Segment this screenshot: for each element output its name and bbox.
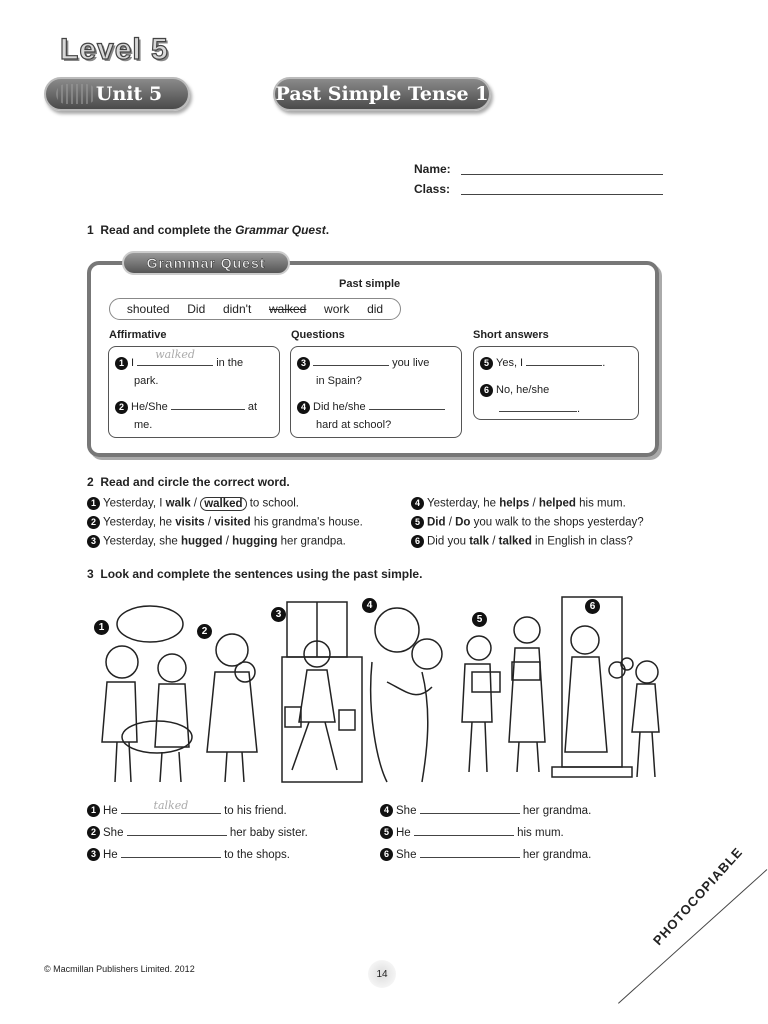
ex2-pre: Yesterday, she (103, 535, 181, 548)
unit-badge (44, 77, 190, 111)
picture-number: 6 (585, 599, 600, 614)
aff1-line2: park. (134, 375, 159, 387)
item-number: 6 (480, 384, 493, 397)
questions-box (290, 346, 462, 438)
page-number: 14 (368, 960, 396, 988)
badge-stripes (56, 84, 96, 104)
item-number: 4 (297, 401, 310, 414)
q4-answer-field[interactable] (369, 397, 445, 410)
ex2-option-a[interactable]: Did (427, 516, 446, 529)
item-number: 2 (87, 516, 100, 529)
ex2-item (411, 535, 633, 548)
ex3-pre: He (103, 805, 118, 817)
ex1-instruction (87, 223, 329, 237)
ex3-pre: She (103, 827, 124, 839)
item-number: 6 (380, 848, 393, 861)
affirmative-box (108, 346, 280, 438)
ex3-post: her grandma. (522, 805, 592, 817)
item-number: 5 (480, 357, 493, 370)
ex3-item (87, 845, 290, 861)
ex1-number: 1 (87, 223, 94, 237)
picture-number: 3 (271, 607, 286, 622)
item-number: 1 (115, 357, 128, 370)
ex2-sep: / (445, 516, 456, 529)
ex2-pre: Yesterday, I (103, 497, 166, 510)
s5-post: . (602, 357, 606, 369)
copyright: © Macmillan Publishers Limited. 2012 (44, 964, 195, 974)
name-label: Name: (414, 162, 451, 176)
topic-label: Past Simple Tense 1 (275, 83, 489, 105)
ex3-item (87, 823, 308, 839)
q3-post: you live (392, 357, 430, 369)
aff2-post: at (247, 401, 258, 413)
ex2-item (411, 497, 626, 510)
item-number: 5 (411, 516, 424, 529)
s6-post: . (577, 403, 581, 415)
photocopiable-label: PHOTOCOPIABLE (650, 844, 746, 949)
topic-badge (273, 77, 491, 111)
ex2-pre: Yesterday, he (103, 516, 176, 529)
aff2-line2: me. (134, 419, 153, 431)
grammar-quest-subtitle: Past simple (339, 278, 401, 290)
ex3-answer: talked (153, 799, 189, 812)
word-bank-item: shouted (126, 302, 170, 316)
ex3-post: her grandma. (522, 849, 592, 861)
ex2-item (87, 535, 346, 548)
item-number: 4 (411, 497, 424, 510)
ex2-pre: Yesterday, he (427, 497, 500, 510)
ex2-post: to school. (246, 497, 299, 510)
ex2-post: his grandma's house. (250, 516, 363, 529)
illustration-strip (87, 592, 665, 790)
q4-line2: hard at school? (316, 419, 392, 431)
ex2-sep: / (222, 535, 233, 548)
item-number: 6 (411, 535, 424, 548)
s5-pre: Yes, I (496, 357, 524, 369)
picture-number: 4 (362, 598, 377, 613)
name-field[interactable] (461, 173, 663, 175)
aff1-answer: walked (155, 348, 195, 361)
ex2-option-a[interactable]: visits (175, 516, 205, 529)
word-bank-item: work (324, 302, 350, 316)
ex3-number: 3 (87, 567, 94, 581)
item-number: 2 (87, 826, 100, 839)
ex2-option-a[interactable]: helps (499, 497, 530, 510)
picture-number: 2 (197, 624, 212, 639)
ex2-sep: / (489, 535, 499, 548)
ex3-item (380, 801, 591, 817)
ex3-pre: He (103, 849, 118, 861)
s6-answer-field[interactable] (499, 399, 577, 412)
grammar-quest-tab: Grammar Quest (122, 251, 290, 275)
item-number: 2 (115, 401, 128, 414)
speech-bubble-icon (117, 606, 183, 642)
ex2-pre: Did you (427, 535, 470, 548)
ex2-instruction-text: Read and circle the correct word. (100, 475, 290, 489)
ex2-post: you walk to the shops yesterday? (470, 516, 644, 529)
illustration-drawing (87, 592, 665, 790)
ex2-number: 2 (87, 475, 94, 489)
word-bank-item: did (367, 302, 384, 316)
item-number: 5 (380, 826, 393, 839)
ex1-instruction-pre: Read and complete the (100, 223, 236, 237)
picture-number: 5 (472, 612, 487, 627)
ex3-post: to the shops. (224, 849, 290, 861)
item-number: 3 (297, 357, 310, 370)
short-answers-box (473, 346, 639, 420)
aff1-answer-field[interactable] (137, 348, 213, 366)
item-number: 3 (87, 848, 100, 861)
aff1-pre: I (131, 357, 135, 369)
ex3-answer-field[interactable] (127, 823, 227, 836)
aff2-answer-field[interactable] (171, 397, 245, 410)
ex3-answer-field[interactable] (420, 845, 520, 858)
col-affirmative: Affirmative (109, 329, 167, 341)
aff1-post: in the (216, 357, 244, 369)
class-label: Class: (414, 182, 451, 196)
item-number: 4 (380, 804, 393, 817)
ex2-sep: / (190, 497, 201, 510)
aff2-pre: He/She (131, 401, 168, 413)
class-field[interactable] (461, 193, 663, 195)
ex2-option-a[interactable]: talk (469, 535, 490, 548)
s5-answer-field[interactable] (526, 353, 602, 366)
ex1-instruction-em: Grammar Quest (235, 223, 326, 237)
q3-line2: in Spain? (316, 375, 362, 387)
ex3-instruction (87, 567, 422, 581)
ex3-post: to his friend. (224, 805, 287, 817)
word-bank-item-used: walked (268, 302, 307, 316)
col-short-answers: Short answers (473, 329, 549, 341)
item-number: 1 (87, 497, 100, 510)
ex3-item (87, 801, 287, 817)
ex2-option-b[interactable]: helped (538, 497, 576, 510)
ex2-item (411, 516, 644, 529)
ex2-post: her grandpa. (277, 535, 346, 548)
q3-answer-field[interactable] (313, 353, 389, 366)
ex2-option-b[interactable]: talked (498, 535, 532, 548)
ex2-option-a[interactable]: walk (165, 497, 191, 510)
ex3-item (380, 823, 564, 839)
ex3-answer-field[interactable] (420, 801, 520, 814)
ex2-option-b[interactable]: hugging (232, 535, 278, 548)
ex2-option-b[interactable]: visited (214, 516, 251, 529)
ex3-post: his mum. (517, 827, 564, 839)
unit-label: Unit 5 (95, 83, 163, 105)
ex3-answer-field[interactable] (121, 801, 221, 814)
ex3-answer-field[interactable] (414, 823, 514, 836)
ex2-sep: / (204, 516, 215, 529)
ex3-pre: She (396, 805, 417, 817)
ex2-item (87, 516, 363, 529)
col-questions: Questions (291, 329, 345, 341)
ex2-instruction (87, 475, 290, 489)
ex2-option-b[interactable]: Do (455, 516, 471, 529)
ex1-instruction-post: . (325, 223, 330, 237)
ex3-answer-field[interactable] (121, 845, 221, 858)
ex2-post: his mum. (575, 497, 626, 510)
q4-pre: Did he/she (313, 401, 366, 413)
ex2-post: in English in class? (531, 535, 633, 548)
ex3-pre: She (396, 849, 417, 861)
picture-number: 1 (94, 620, 109, 635)
word-bank (109, 298, 401, 320)
ex2-item (87, 497, 299, 510)
ex2-option-b[interactable]: walked (200, 497, 246, 511)
ex3-pre: He (396, 827, 411, 839)
ex2-sep: / (529, 497, 539, 510)
s6-pre: No, he/she (496, 384, 550, 396)
ex2-option-a[interactable]: hugged (181, 535, 223, 548)
word-bank-item: Did (187, 302, 206, 316)
word-bank-item: didn't (222, 302, 252, 316)
level-title: Level 5 (60, 33, 169, 66)
ex3-item (380, 845, 591, 861)
ex3-instruction-text: Look and complete the sentences using the past simple. (100, 567, 423, 581)
ex3-post: her baby sister. (229, 827, 308, 839)
item-number: 1 (87, 804, 100, 817)
item-number: 3 (87, 535, 100, 548)
